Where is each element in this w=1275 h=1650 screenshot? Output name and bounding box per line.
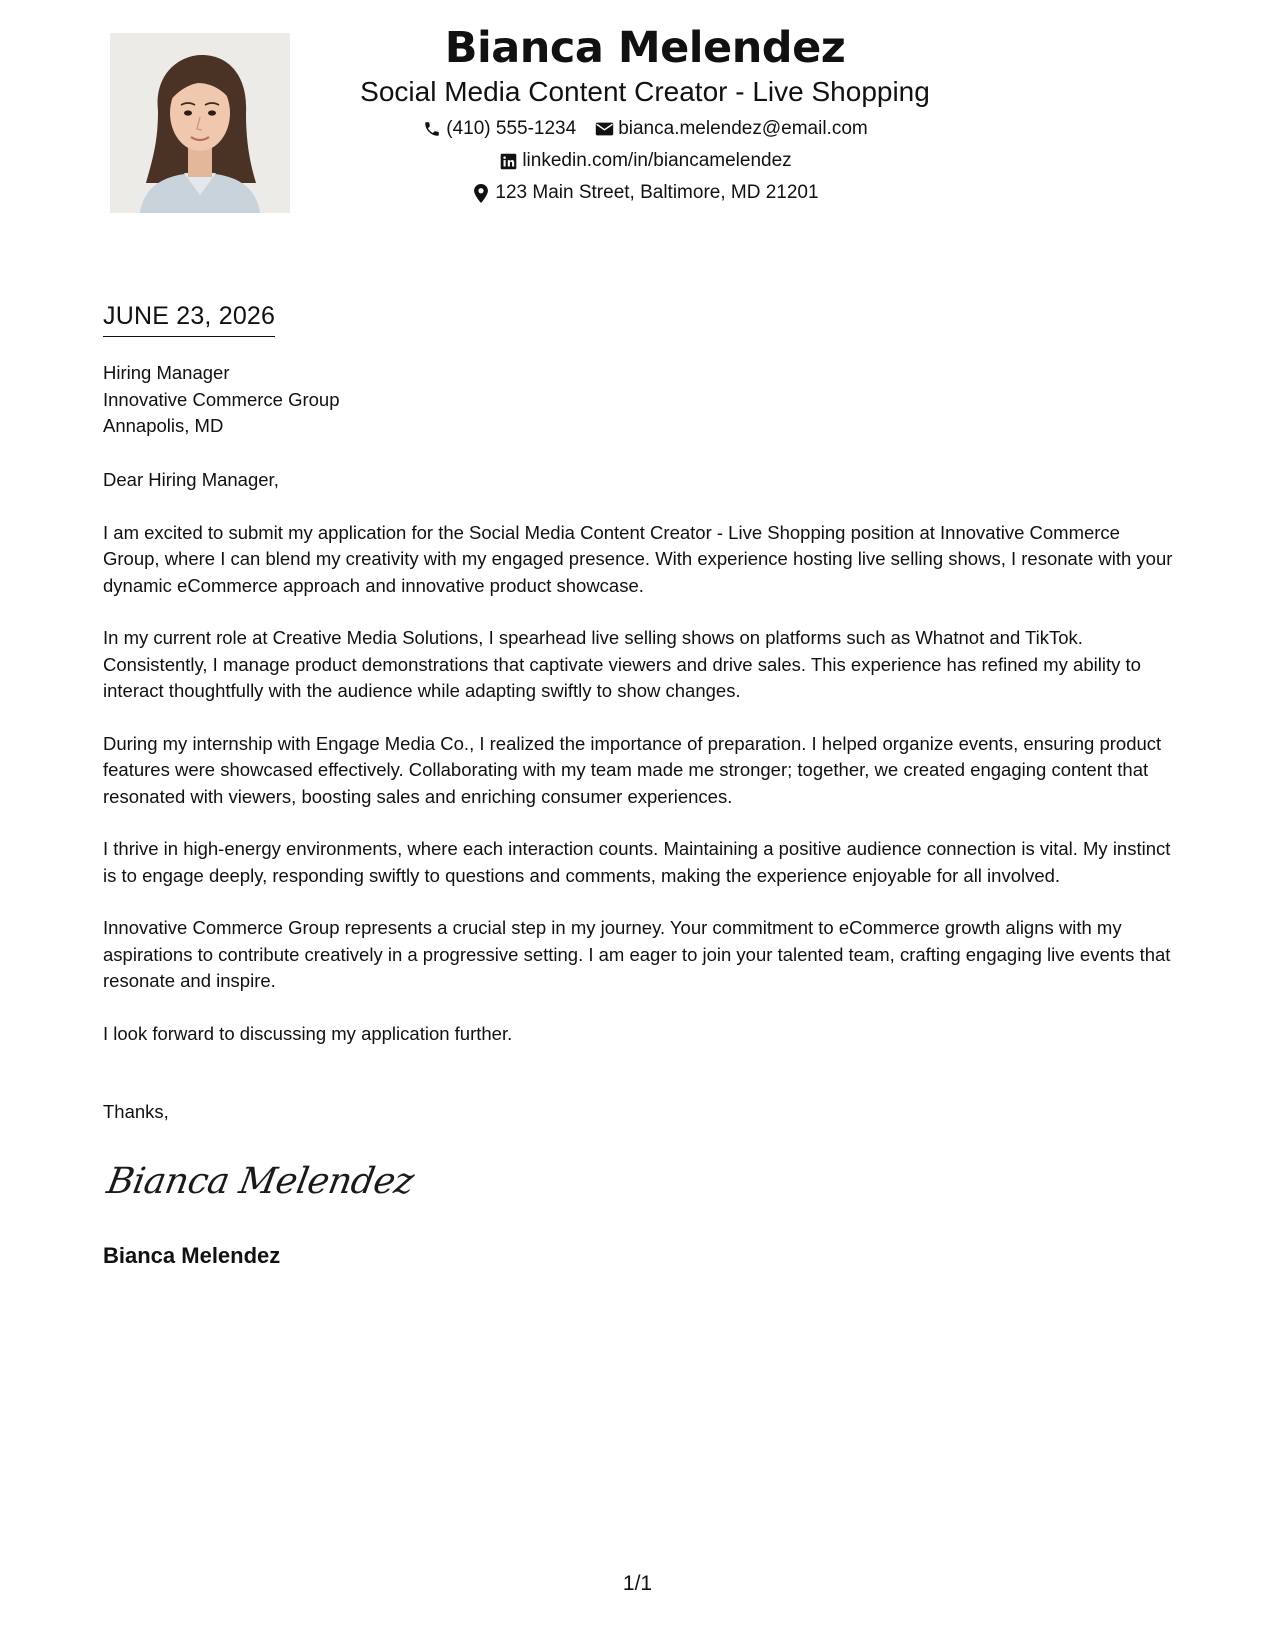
- paragraph-1: I am excited to submit my application for the Social Media Content Creator - Live Shopping position at Innovative Commerce Group, where I can blend my creativity with my engaged presence. With experience hosting live selling shows, I resonate with your dynamic eCommerce approach and innovative product showcase.: [103, 521, 1173, 596]
- letter-date: JUNE 23, 2026: [103, 300, 275, 337]
- letter-body: [103, 467, 1181, 1073]
- email-contact: [594, 118, 868, 140]
- recipient-title: Hiring Manager: [103, 362, 230, 383]
- contact-line-linkedin: [290, 150, 1000, 172]
- phone-icon: [422, 119, 442, 139]
- linkedin-contact: [498, 150, 791, 172]
- applicant-name: Bianca Melendez: [444, 23, 846, 73]
- recipient-location: Annapolis, MD: [103, 415, 224, 436]
- contact-line-phone-email: [290, 118, 1000, 140]
- recipient-block: [103, 360, 340, 440]
- paragraph-5: Innovative Commerce Group represents a crucial step in my journey. Your commitment to eCommerce growth aligns with my aspirations to contribute creatively in a progressive setting. I am eager to join your talented team, crafting engaging live events that resonate and inspire.: [103, 917, 1171, 991]
- recipient-company: Innovative Commerce Group: [103, 388, 340, 410]
- signed-name: Bianca Melendez: [103, 1243, 281, 1268]
- job-title: Social Media Content Creator - Live Shopping: [360, 76, 930, 107]
- map-marker-icon: [471, 183, 491, 203]
- contact-line-address: [290, 182, 1000, 204]
- address-contact: [471, 182, 818, 204]
- envelope-icon: [594, 119, 614, 139]
- profile-photo: [110, 33, 290, 213]
- phone-text[interactable]: (410) 555-1234: [446, 118, 577, 139]
- valediction: Thanks,: [103, 1101, 169, 1122]
- paragraph-4: I thrive in high-energy environments, where each interaction counts. Maintaining a positive audience connection is vital. My instinct is to engage deeply, responding swiftly to questions and comments, making the experience enjoyable for all involved.: [103, 838, 1171, 886]
- handwritten-signature: Bianca Melendez: [103, 1161, 417, 1202]
- paragraph-6: I look forward to discussing my application further.: [103, 1022, 513, 1044]
- header: [290, 22, 1000, 204]
- paragraph-3: During my internship with Engage Media Co., I realized the importance of preparation. I helped organize events, ensuring product features were showcased effectively. Collaborating with my team made me stronger; together, we created engaging content that resonated with viewers, boosting sales and enriching consumer experiences.: [103, 732, 1162, 807]
- linkedin-link[interactable]: linkedin.com/in/biancamelendez: [522, 150, 792, 171]
- salutation: Dear Hiring Manager,: [103, 469, 279, 490]
- phone-contact: [422, 118, 576, 140]
- page-number: 1/1: [622, 1572, 653, 1595]
- paragraph-2: In my current role at Creative Media Solutions, I spearhead live selling shows on platforms such as Whatnot and TikTok. Consistently, I manage product demonstrations that captivate viewers and drive sales. This experience has refined my ability to interact thoughtfully with the audience while adapting swiftly to show changes.: [103, 627, 1141, 701]
- linkedin-icon: [498, 151, 518, 171]
- email-link[interactable]: bianca.melendez@email.com: [618, 118, 868, 139]
- address-text: 123 Main Street, Baltimore, MD 21201: [495, 182, 819, 203]
